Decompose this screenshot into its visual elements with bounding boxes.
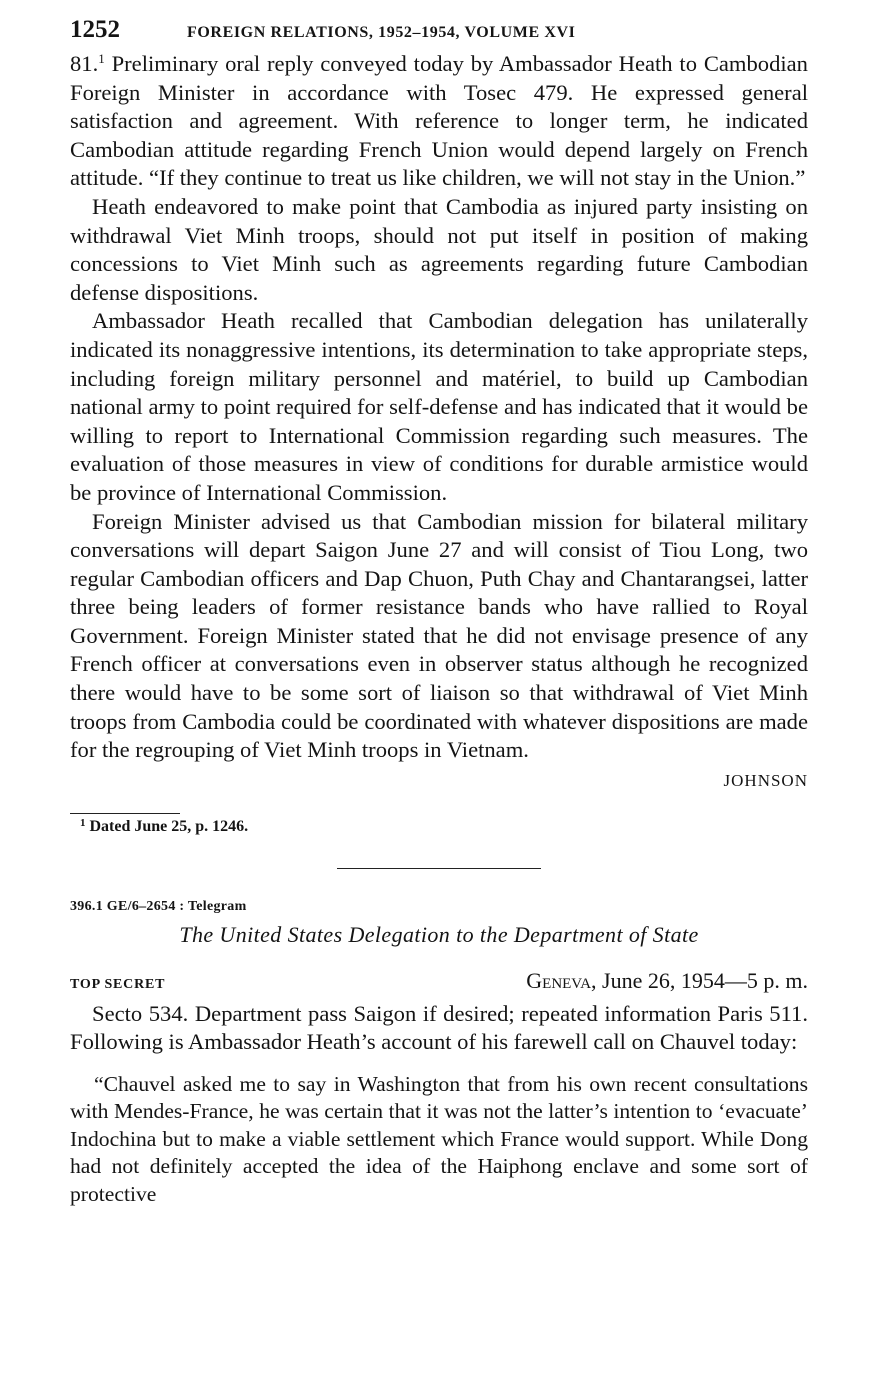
signature: JOHNSON — [723, 770, 808, 790]
document-heading: The United States Delegation to the Department of State — [179, 921, 699, 947]
document-81-body — [70, 50, 808, 765]
footnote-text: Dated June 25, p. 1246. — [89, 817, 249, 835]
classification-line — [70, 968, 808, 994]
running-head — [70, 16, 808, 50]
page-number: 1252 — [70, 16, 120, 43]
dateline — [526, 968, 808, 994]
document-81-paragraph-4: Foreign Minister advised us that Cambodian mission for bilateral military conversations will depart Saigon June 27 and will consist of Tiou Long, two regular Cambodian officers and Dap Chuon, Puth Chay and Chantarangsei, latter three being leaders of former resistance bands who have rallied to Royal Government. Foreign Minister stated that he did not envisage presence of any French officer at conversations even in observer status although he recognized there would have to be some sort of liaison so that withdrawal of Viet Minh troops from Cambodia could be coordinated with whatever dispositions are made for the regrouping of Viet Minh troops in Vietnam. — [70, 508, 808, 763]
file-number: 396.1 GE/6–2654 : Telegram — [70, 898, 247, 914]
footnote — [80, 818, 808, 836]
document-81-paragraph-3: Ambassador Heath recalled that Cambodian delegation has unilaterally indicated its nonaggressive intentions, its determination to take appropriate steps, including foreign military personnel and matériel, to build up Cambodian national army to point required for self-defense and has indicated that it would be willing to report to International Commission regarding such measures. The evaluation of those measures in view of conditions for durable armistice would be province of International Commission. — [70, 308, 808, 505]
document-81-paragraph-1 — [70, 50, 808, 193]
dateline-date: , June 26, 1954—5 p. m. — [591, 967, 808, 993]
footnote-reference: 1 — [98, 51, 105, 66]
document-number: 81. — [70, 51, 99, 76]
secto-body — [70, 1000, 808, 1057]
footnote-rule — [70, 813, 180, 814]
classification: TOP SECRET — [70, 976, 166, 992]
dateline-place: Geneva — [526, 967, 592, 993]
footnote-marker: 1 — [80, 816, 86, 829]
secto-paragraph: Secto 534. Department pass Saigon if desired; repeated information Paris 511. Following is Ambassador Heath’s account of his farewell call on Chauvel today: — [70, 1000, 808, 1055]
quoted-account: “Chauvel asked me to say in Washington that from his own recent consultations with Mendes-France, he was certain that it was not the latter’s intention to ‘evacuate’ Indochina but to make a viable settlement which France would support. While Dong had not definitely accepted the idea of the Haiphong enclave and some sort of protective — [70, 1072, 808, 1206]
running-title: FOREIGN RELATIONS, 1952–1954, VOLUME XVI — [187, 24, 576, 41]
paragraph-text: Preliminary oral reply conveyed today by Ambassador Heath to Cambodian Foreign Minister in accordance with Tosec 479. He expressed general satisfaction and agreement. With reference to longer term, he indicated Cambodian attitude regarding French Union would depend largely on French attitude. “If they continue to treat us like children, we will not stay in the Union.” — [70, 51, 808, 191]
section-divider — [337, 868, 541, 869]
document-81-paragraph-2: Heath endeavored to make point that Cambodia as injured party insisting on withdrawal Viet Minh troops, should not put itself in position of making concessions to Viet Minh such as agreements regarding future Cambodian defense dispositions. — [70, 193, 808, 305]
